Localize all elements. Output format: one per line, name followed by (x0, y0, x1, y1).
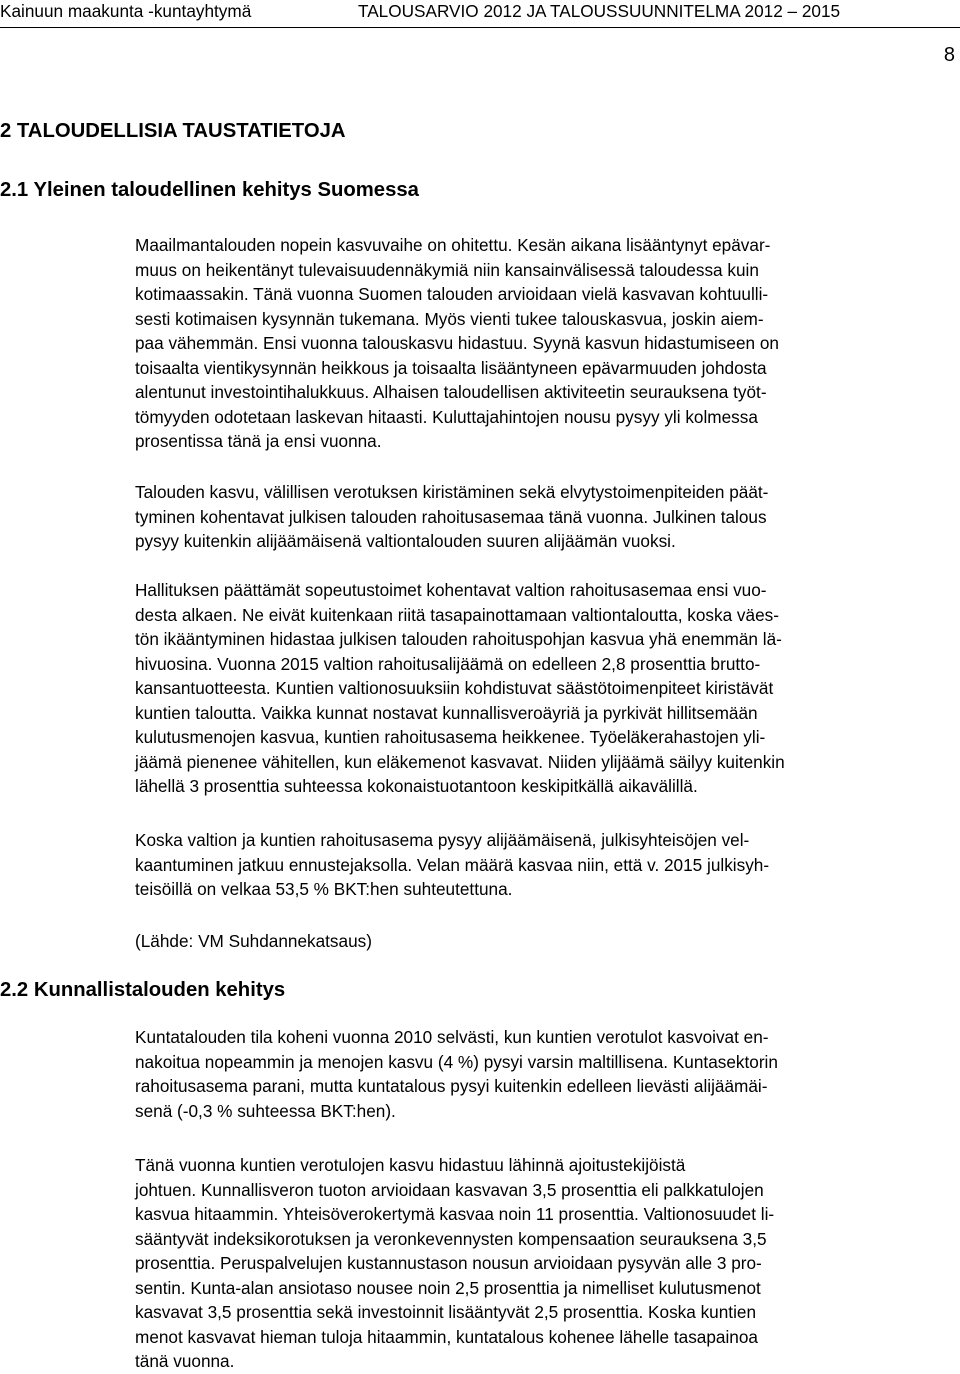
page-number: 8 (943, 44, 955, 66)
source-note: (Lähde: VM Suhdannekatsaus) (135, 931, 372, 951)
header-divider (0, 27, 960, 28)
section-heading: 2 TALOUDELLISIA TAUSTATIETOJA (0, 120, 346, 142)
paragraph-municipal-2010: Kuntatalouden tila koheni vuonna 2010 selvästi, kun kuntien verotulot kasvoivat en- nakoitua nopeammin ja menojen kasvu (4 %) pysyi varsin maltillisena. Kuntasektorin rahoitusasema parani, mutta kuntatalous pysyi kuitenkin edelleen lievästi alijäämäi- senä (-0,3 % suhteessa BKT:hen). (135, 1027, 778, 1121)
paragraph-public-debt: Koska valtion ja kuntien rahoitusasema pysyy alijäämäisenä, julkisyhteisöjen vel- kaantuminen jatkuu ennustejaksolla. Velan määrä kasvaa niin, että v. 2015 julkisyh- teisöillä on velkaa 53,5 % BKT:hen suhteutettuna. (135, 830, 770, 899)
header-organization: Kainuun maakunta -kuntayhtymä (0, 1, 252, 21)
paragraph-public-finances: Talouden kasvu, välillisen verotuksen kiristäminen sekä elvytystoimenpiteiden päät- tyminen kohentavat julkisen talouden rahoitusasemaa tänä vuonna. Julkinen talous pysyy kuitenkin alijäämäisenä valtiontalouden suuren alijäämän vuoksi. (135, 482, 769, 551)
running-header (0, 0, 960, 30)
header-document-title: TALOUSARVIO 2012 JA TALOUSSUUNNITELMA 2012 – 2015 (358, 1, 841, 21)
subsection-heading-general-economy: 2.1 Yleinen taloudellinen kehitys Suomessa (0, 179, 419, 201)
paragraph-economy-outlook: Maailmantalouden nopein kasvuvaihe on ohitettu. Kesän aikana lisääntynyt epävar- muus on heikentänyt tulevaisuudennäkymiä niin kansainvälisessä taloudessa kuin kotimaassakin. Tänä vuonna Suomen talouden arvioidaan vielä kasvavan kohtuulli- sesti kotimaisen kysynnän tukemana. Myös vienti tukee talouskasvua, joskin aiem- paa vähemmän. Ensi vuonna talouskasvu hidastuu. Syynä kasvun hidastumiseen on toisaalta vientikysynnän heikkous ja toisaalta lisääntyneen epävarmuuden johdosta alentunut investointihalukkuus. Alhaisen taloudellisen aktiviteetin seurauksena työt- tömyyden odotetaan laskevan hitaasti. Kuluttajahintojen nousu pysyy yli kolmessa prosentissa tänä ja ensi vuonna. (135, 235, 779, 451)
paragraph-municipal-this-year: Tänä vuonna kuntien verotulojen kasvu hidastuu lähinnä ajoitustekijöistä johtuen. Kunnallisveron tuoton arvioidaan kasvavan 3,5 prosenttia eli palkkatulojen kasvua hitaammin. Yhteisöverokertymä kasvaa noin 11 prosenttia. Valtionosuudet li- sääntyvät indeksikorotuksen ja veronkevennysten kompensaation seurauksena 3,5 prosenttia. Peruspalvelujen kustannustason nousun arvioidaan pysyvän alle 3 pro- sentin. Kunta-alan ansiotaso nousee noin 2,5 prosenttia ja nimelliset kulutusmenot kasvavat 3,5 prosenttia sekä investoinnit lisääntyvät 2,5 prosenttia. Koska kuntien menot kasvavat hieman tuloja hitaammin, kuntatalous kohenee lähelle tasapainoa tänä vuonna. (135, 1155, 775, 1371)
paragraph-adjustment-measures: Hallituksen päättämät sopeutustoimet kohentavat valtion rahoitusasemaa ensi vuo- desta alkaen. Ne eivät kuitenkaan riitä tasapainottamaan valtiontaloutta, koska väes- tön ikääntyminen hidastaa julkisen talouden rahoituspohjan kasvua yhä enemmän lä- hivuosina. Vuonna 2015 valtion rahoitusalijäämä on edelleen 2,8 prosenttia brutto- kansantuotteesta. Kuntien valtionosuuksiin kohdistuvat säästötoimenpiteet kiristävät kuntien taloutta. Vaikka kunnat nostavat kunnallisveroäyriä ja pyrkivät hillitsemään kulutusmenojen kasvua, kuntien rahoitusasema heikkenee. Työeläkerahastojen yli- jäämä pienenee vähitellen, kun eläkemenot kasvavat. Niiden ylijäämä säilyy kuitenkin lähellä 3 prosenttia suhteessa kokonaistuotantoon keskipitkällä aikavälillä. (135, 580, 785, 796)
subsection-heading-municipal-economy: 2.2 Kunnallistalouden kehitys (0, 979, 286, 1001)
